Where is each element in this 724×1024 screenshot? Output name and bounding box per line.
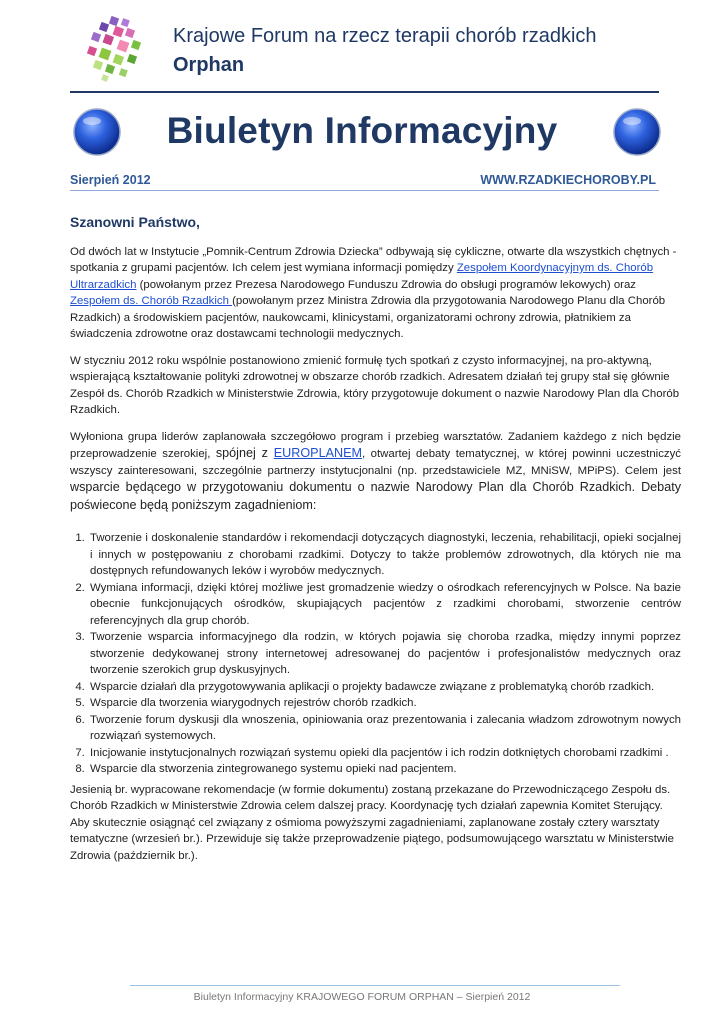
topics-list: [70, 530, 681, 778]
org-name-line1: Krajowe Forum na rzecz terapii chorób rzadkich: [173, 25, 597, 47]
issue-date: Sierpień 2012: [70, 173, 151, 187]
text: spójnej z: [215, 446, 274, 460]
blue-sphere-icon: [612, 107, 662, 157]
paragraph-workshops: [70, 429, 681, 515]
list-item: 1. Tworzenie i doskonalenie standardów i rekomendacji dotyczących diagnostyki, leczenia, rehabilitacji, opieki socjalnej i innych w postępowaniu z chorobami rzadkimi. Dotyczy to także problemów zdrowotnych, dla których nie ma dostępnych refundowanych leków i wyrobów medycznych.: [88, 530, 681, 580]
text: wsparcie będącego w przygotowaniu dokumentu o nazwie Narodowy Plan dla Chorób Rzadkich. Debaty poświecone będą poniższym zagadnieniom:: [70, 480, 681, 512]
list-item: 3. Tworzenie wsparcia informacyjnego dla rodzin, w których pojawia się choroba rzadka, między innymi poprzez stworzenie dedykowanej strony internetowej adresowanej do pacjentów i profesjonalistów medycznych oraz tworzenie szerokich grup dyskusyjnych.: [88, 629, 681, 679]
text: Od dwóch lat w Instytucie „Pomnik-Centrum Zdrowia Dziecka” odbywają się cykliczne, otwarte dla wszystkich chętnych - spotkania z grupami pacjentów. Ich celem jest wymiana informacji pomiędzy: [70, 245, 677, 274]
link-zespol-koordynacyjny[interactable]: Zespołem Koordynacyjnym ds. Chorób Ultrarzadkich: [70, 262, 654, 291]
subheader-divider: [70, 190, 659, 191]
page-header: [0, 0, 724, 96]
link-zespol-chorob-rzadkich[interactable]: Zespołem ds. Chorób Rzadkich: [70, 295, 233, 307]
org-name-line2: Orphan: [173, 54, 245, 76]
paragraph-recommendations: Jesienią br. wypracowane rekomendacje (w formie dokumentu) zostaną przekazane do Przewodniczącego Zespołu ds. Chorób Rzadkich w Ministerstwie Zdrowia celem dalszej pracy. Koordynację tych działań zapewnia Komitet Sterujący. Aby skutecznie osiągnąć cel związany z ośmioma powyższymi zagadnieniami, zaplanowane zostały cztery warsztaty tematyczne (wrzesień br.). Przewiduje się także przeprowadzenie piątego, podsumowującego warsztatu w Ministerstwie Zdrowia (październik br.).: [70, 783, 674, 862]
paragraph-intro: [70, 244, 681, 343]
list-item: 2. Wymiana informacji, dzięki której możliwe jest gromadzenie wiedzy o ośrodkach referencyjnych w Polsce. Na bazie obecnie funkcjonujących ośrodków, skupiających pacjentów z rzadkimi chorobami, stworzenie centrów referencyjnych dla grup chorób.: [88, 580, 681, 630]
page-title: Biuletyn Informacyjny: [166, 110, 558, 151]
text: , otwartej debaty tematycznej, w której powinni uczestniczyć wszyscy zainteresowani, szczególnie partnerzy instytucjonalni (np. przedstawiciele MZ, MNiSW, MPiPS). Celem jest: [70, 448, 681, 477]
header-divider: [70, 91, 659, 93]
paragraph-formula: W styczniu 2012 roku wspólnie postanowiono zmienić formułę tych spotkań z czysto informacyjnej, na pro-aktywną, wspierającą kształtowanie polityki zdrowotnej w obszarze chorób rzadkich. Adresatem działań tej grupy stał się głównie Zespół ds. Chorób Rzadkich w Ministerstwie Zdrowia, który przygotowuje dokument o nazwie Narodowy Plan dla Chorób Rzadkich.: [70, 354, 680, 416]
text: (powołanym przez Prezesa Narodowego Funduszu Zdrowia do obsługi programów lekowych) oraz: [136, 278, 636, 291]
footer-divider: [130, 985, 620, 986]
greeting: Szanowni Państwo,: [70, 214, 200, 230]
text: Wyłoniona grupa liderów zaplanowała szczegółowo program i przebieg warsztatów. Zadaniem każdego z nich będzie przeprowadzenie szerokiej,: [70, 430, 681, 460]
orphan-logo-icon: [80, 15, 148, 83]
link-europlan[interactable]: EUROPLANEM: [273, 446, 362, 460]
list-item: 5. Wsparcie dla tworzenia wiarygodnych rejestrów chorób rzadkich.: [88, 695, 681, 712]
text: (powołanym przez Ministra Zdrowia dla przygotowania Narodowego Planu dla Chorób Rzadkich) a środowiskiem pacjentów, naukowcami, klinicystami, organizatorami ochrony zdrowia, płatnikiem za świadczenia zdrowotne oraz dostawcami technologii medycznych.: [70, 295, 666, 340]
list-item: 6. Tworzenie forum dyskusji dla wnoszenia, opiniowania oraz prezentowania i zalecania władzom zdrowotnym nowych rozwiązań systemowych.: [88, 712, 681, 745]
page-footer: Biuletyn Informacyjny KRAJOWEGO FORUM ORPHAN – Sierpień 2012: [193, 991, 531, 1003]
website-link[interactable]: WWW.RZADKIECHOROBY.PL: [480, 173, 656, 187]
list-item: 8. Wsparcie dla stworzenia zintegrowanego systemu opieki nad pacjentem.: [88, 761, 681, 778]
list-item: 7. Inicjowanie instytucjonalnych rozwiązań systemu opieki dla pacjentów i ich rodzin dotkniętych chorobami rzadkimi .: [88, 745, 681, 762]
article-body: [70, 214, 681, 874]
list-item: 4. Wsparcie działań dla przygotowywania aplikacji o projekty badawcze związane z problematyką chorób rzadkich.: [88, 679, 681, 696]
